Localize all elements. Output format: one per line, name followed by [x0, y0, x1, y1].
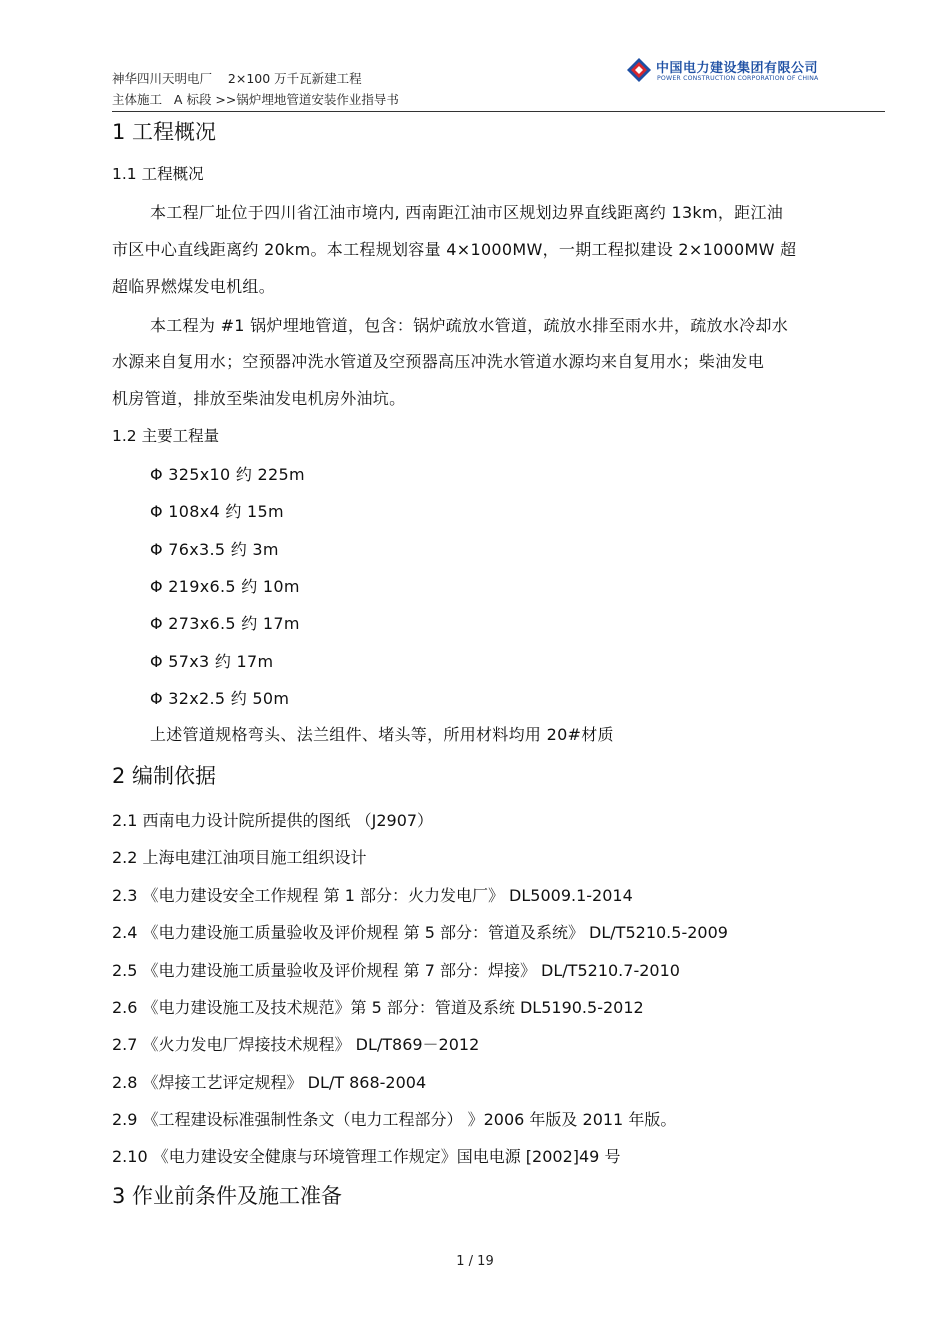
section-2-heading: 2 编制依据	[112, 764, 217, 788]
reference-item: 2.2 上海电建江油项目施工组织设计	[112, 848, 367, 867]
quantity-item: Φ 325x10 约 225m	[150, 465, 305, 484]
reference-item: 2.3 《电力建设安全工作规程 第 1 部分：火力发电厂》 DL5009.1-2014	[112, 886, 633, 905]
subsection-1-2-heading: 1.2 主要工程量	[112, 427, 220, 445]
reference-item: 2.5 《电力建设施工质量验收及评价规程 第 7 部分：焊接》 DL/T5210.7-2010	[112, 961, 680, 980]
quantity-item: Φ 273x6.5 约 17m	[150, 614, 300, 633]
reference-item: 2.7 《火力发电厂焊接技术规程》 DL/T869－2012	[112, 1035, 480, 1054]
paragraph-1-line: 市区中心直线距离约 20km。本工程规划容量 4×1000MW，一期工程拟建设 2×1000MW 超	[112, 240, 797, 259]
logo-text-cn: 中国电力建设集团有限公司	[656, 61, 819, 76]
header-divider	[112, 111, 885, 112]
page-number: 1 / 19	[456, 1254, 494, 1269]
header-project-title: 神华四川天明电厂 2×100 万千瓦新建工程	[112, 71, 362, 86]
reference-item: 2.1 西南电力设计院所提供的图纸 （J2907）	[112, 811, 434, 830]
reference-item: 2.9 《工程建设标准强制性条文（电力工程部分） 》2006 年版及 2011 年版。	[112, 1110, 677, 1129]
quantity-item: Φ 219x6.5 约 10m	[150, 577, 300, 596]
section-3-heading: 3 作业前条件及施工准备	[112, 1184, 343, 1208]
header-document-title: 主体施工 A 标段 >>锅炉埋地管道安装作业指导书	[112, 92, 399, 107]
paragraph-1-line: 本工程厂址位于四川省江油市境内, 西南距江油市区规划边界直线距离约 13km，距江油	[150, 203, 784, 222]
quantity-item: Φ 76x3.5 约 3m	[150, 540, 279, 559]
paragraph-1-line: 超临界燃煤发电机组。	[112, 277, 276, 296]
quantity-item: Φ 32x2.5 约 50m	[150, 689, 290, 708]
reference-item: 2.8 《焊接工艺评定规程》 DL/T 868-2004	[112, 1073, 427, 1092]
reference-item: 2.10 《电力建设安全健康与环境管理工作规定》国电电源 [2002]49 号	[112, 1147, 621, 1166]
quantity-item: Φ 108x4 约 15m	[150, 502, 284, 521]
reference-item: 2.4 《电力建设施工质量验收及评价规程 第 5 部分：管道及系统》 DL/T5210.5-2009	[112, 923, 728, 942]
logo-text-en: POWER CONSTRUCTION CORPORATION OF CHINA	[657, 75, 819, 82]
material-note: 上述管道规格弯头、法兰组件、堵头等，所用材料均用 20#材质	[150, 725, 614, 744]
paragraph-2-line: 机房管道，排放至柴油发电机房外油坑。	[112, 389, 406, 408]
paragraph-2-line: 水源来自复用水；空预器冲洗水管道及空预器高压冲洗水管道水源均来自复用水；柴油发电	[112, 352, 765, 371]
company-logo-mark-icon	[626, 57, 652, 83]
section-1-heading: 1 工程概况	[112, 120, 217, 144]
subsection-1-1-heading: 1.1 工程概况	[112, 165, 204, 183]
company-logo	[626, 55, 856, 89]
paragraph-2-line: 本工程为 #1 锅炉埋地管道，包含：锅炉疏放水管道，疏放水排至雨水井，疏放水冷却水	[150, 316, 789, 335]
reference-item: 2.6 《电力建设施工及技术规范》第 5 部分：管道及系统 DL5190.5-2012	[112, 998, 644, 1017]
quantity-item: Φ 57x3 约 17m	[150, 652, 274, 671]
